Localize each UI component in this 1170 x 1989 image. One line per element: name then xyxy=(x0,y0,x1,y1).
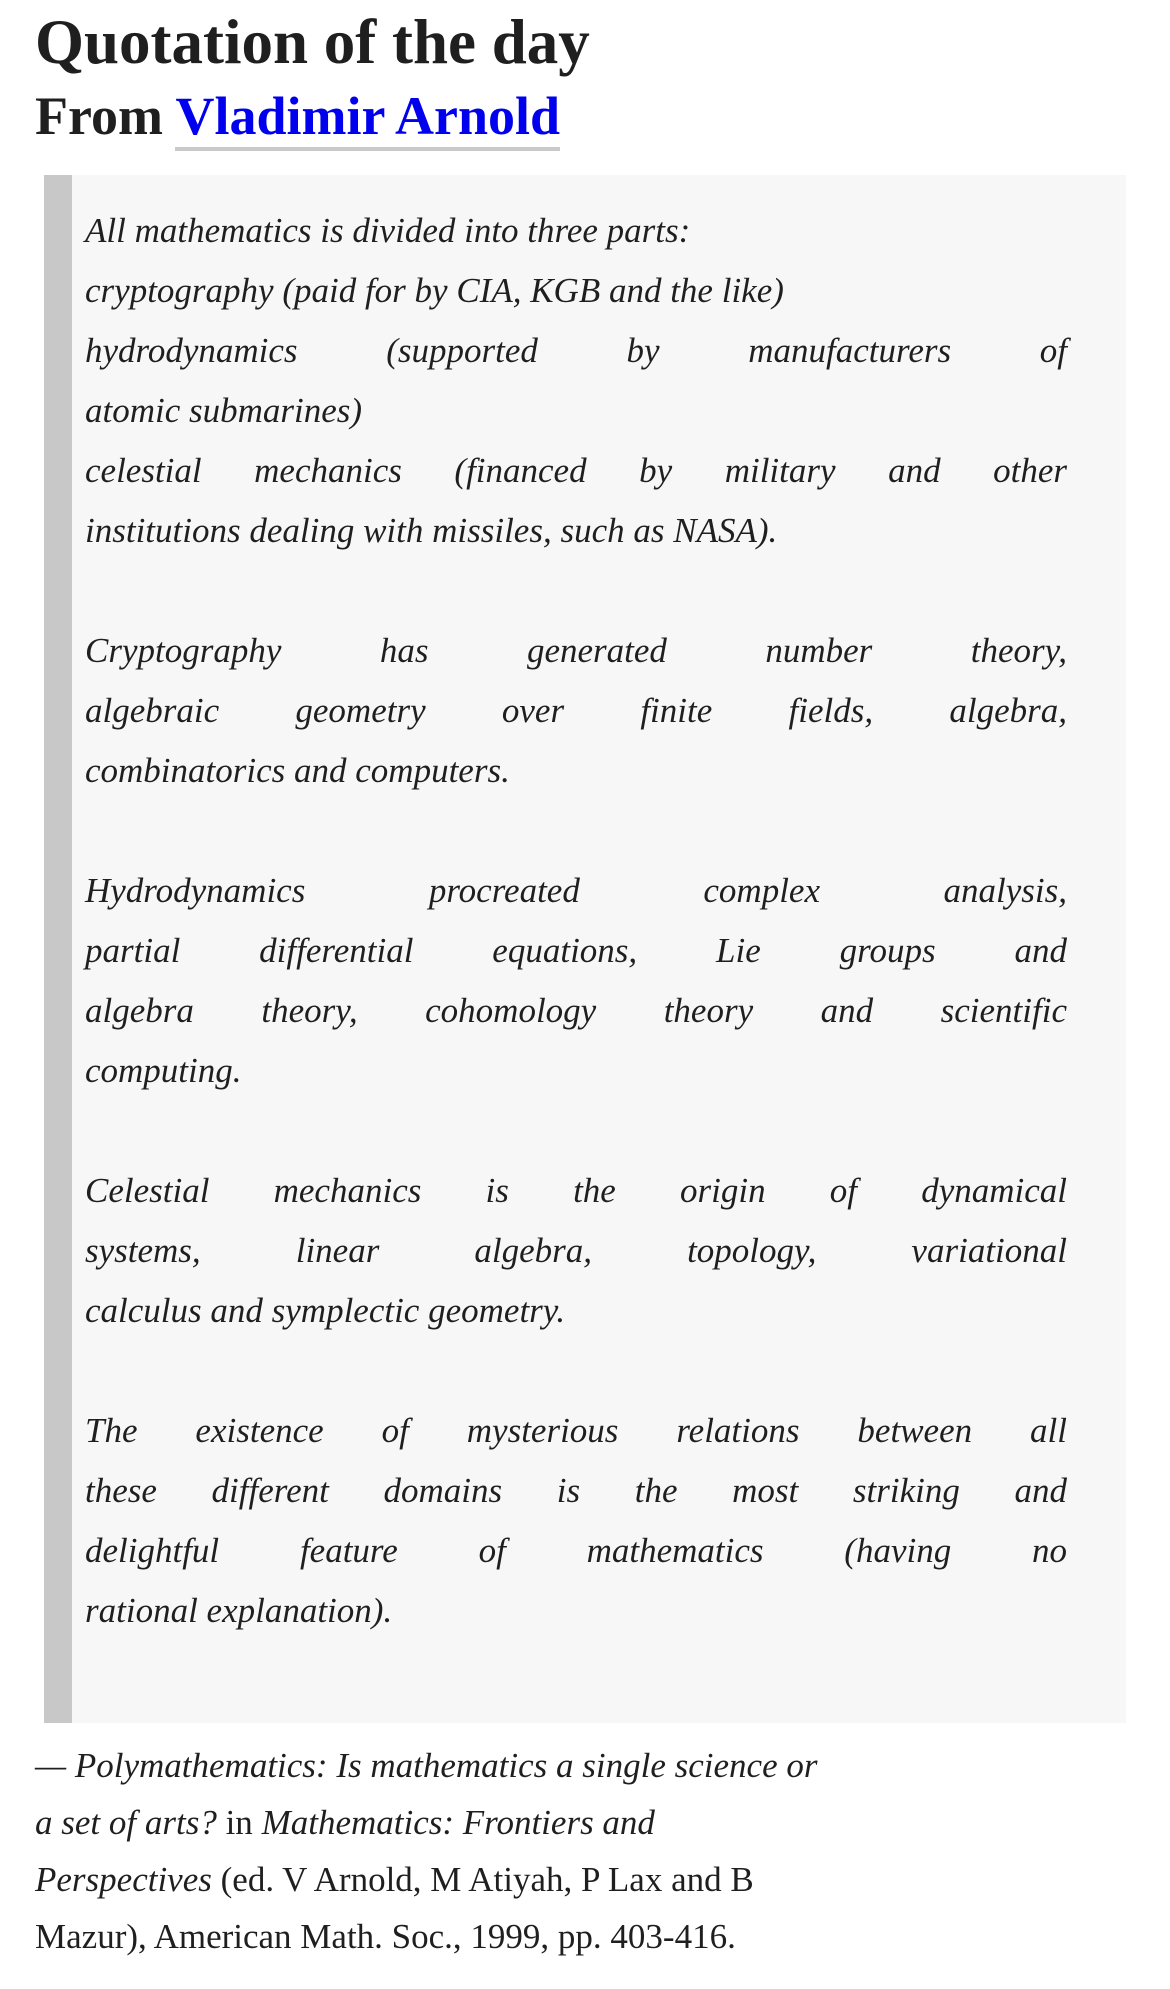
quote-paragraph xyxy=(85,861,1067,1101)
quote-line: calculus and symplectic geometry. xyxy=(85,1291,566,1330)
quote-line: delightful feature of mathematics (having no xyxy=(85,1531,1067,1570)
quote-line: hydrodynamics (supported by manufacturers of xyxy=(85,331,1067,370)
quote-line: Cryptography has generated number theory, xyxy=(85,631,1067,670)
attribution-line xyxy=(35,1794,1135,1851)
attribution-line xyxy=(35,1851,1135,1908)
attribution-detail: (ed. V Arnold, M Atiyah, P Lax and B xyxy=(211,1860,754,1899)
quote-line: algebra theory, cohomology theory and scientific xyxy=(85,991,1067,1030)
quote-line: systems, linear algebra, topology, variational xyxy=(85,1231,1067,1270)
page-title: Quotation of the day xyxy=(35,7,590,77)
attribution xyxy=(35,1737,1135,1965)
quote-paragraph xyxy=(85,201,1067,561)
quote-line: cryptography (paid for by CIA, KGB and the like) xyxy=(85,271,784,310)
quote-line: The existence of mysterious relations between all xyxy=(85,1411,1067,1450)
quote-block xyxy=(44,175,1126,1723)
quote-line: All mathematics is divided into three parts: xyxy=(85,211,691,250)
quote-line: combinatorics and computers. xyxy=(85,751,510,790)
attribution-work: a set of arts? xyxy=(35,1803,217,1842)
attribution-work: Mathematics: Frontiers and xyxy=(261,1803,655,1842)
quote-line: algebraic geometry over finite fields, algebra, xyxy=(85,691,1067,730)
quote-line: institutions dealing with missiles, such as NASA). xyxy=(85,511,778,550)
quote-paragraph xyxy=(85,1161,1067,1341)
quote-line: Celestial mechanics is the origin of dynamical xyxy=(85,1171,1067,1210)
quote-line: these different domains is the most striking and xyxy=(85,1471,1067,1510)
attribution-detail: in xyxy=(216,1803,262,1842)
attribution-work: — Polymathematics: Is mathematics a single science or xyxy=(35,1746,818,1785)
quote-line: rational explanation). xyxy=(85,1591,393,1630)
quote-line: Hydrodynamics procreated complex analysis, xyxy=(85,871,1067,910)
quote-line: partial differential equations, Lie groups and xyxy=(85,931,1067,970)
quote-line: celestial mechanics (financed by military and other xyxy=(85,451,1067,490)
attribution-line xyxy=(35,1908,1135,1965)
attribution-detail: Mazur), American Math. Soc., 1999, pp. 403-416. xyxy=(35,1917,736,1956)
attribution-line xyxy=(35,1737,1135,1794)
quote-line: computing. xyxy=(85,1051,242,1090)
byline-prefix: From xyxy=(35,86,176,146)
quote-paragraph xyxy=(85,1401,1067,1641)
author-link[interactable]: Vladimir Arnold xyxy=(175,86,560,151)
attribution-work: Perspectives xyxy=(35,1860,212,1899)
quote-paragraph xyxy=(85,621,1067,801)
byline xyxy=(35,85,1170,147)
quote-line: atomic submarines) xyxy=(85,391,363,430)
